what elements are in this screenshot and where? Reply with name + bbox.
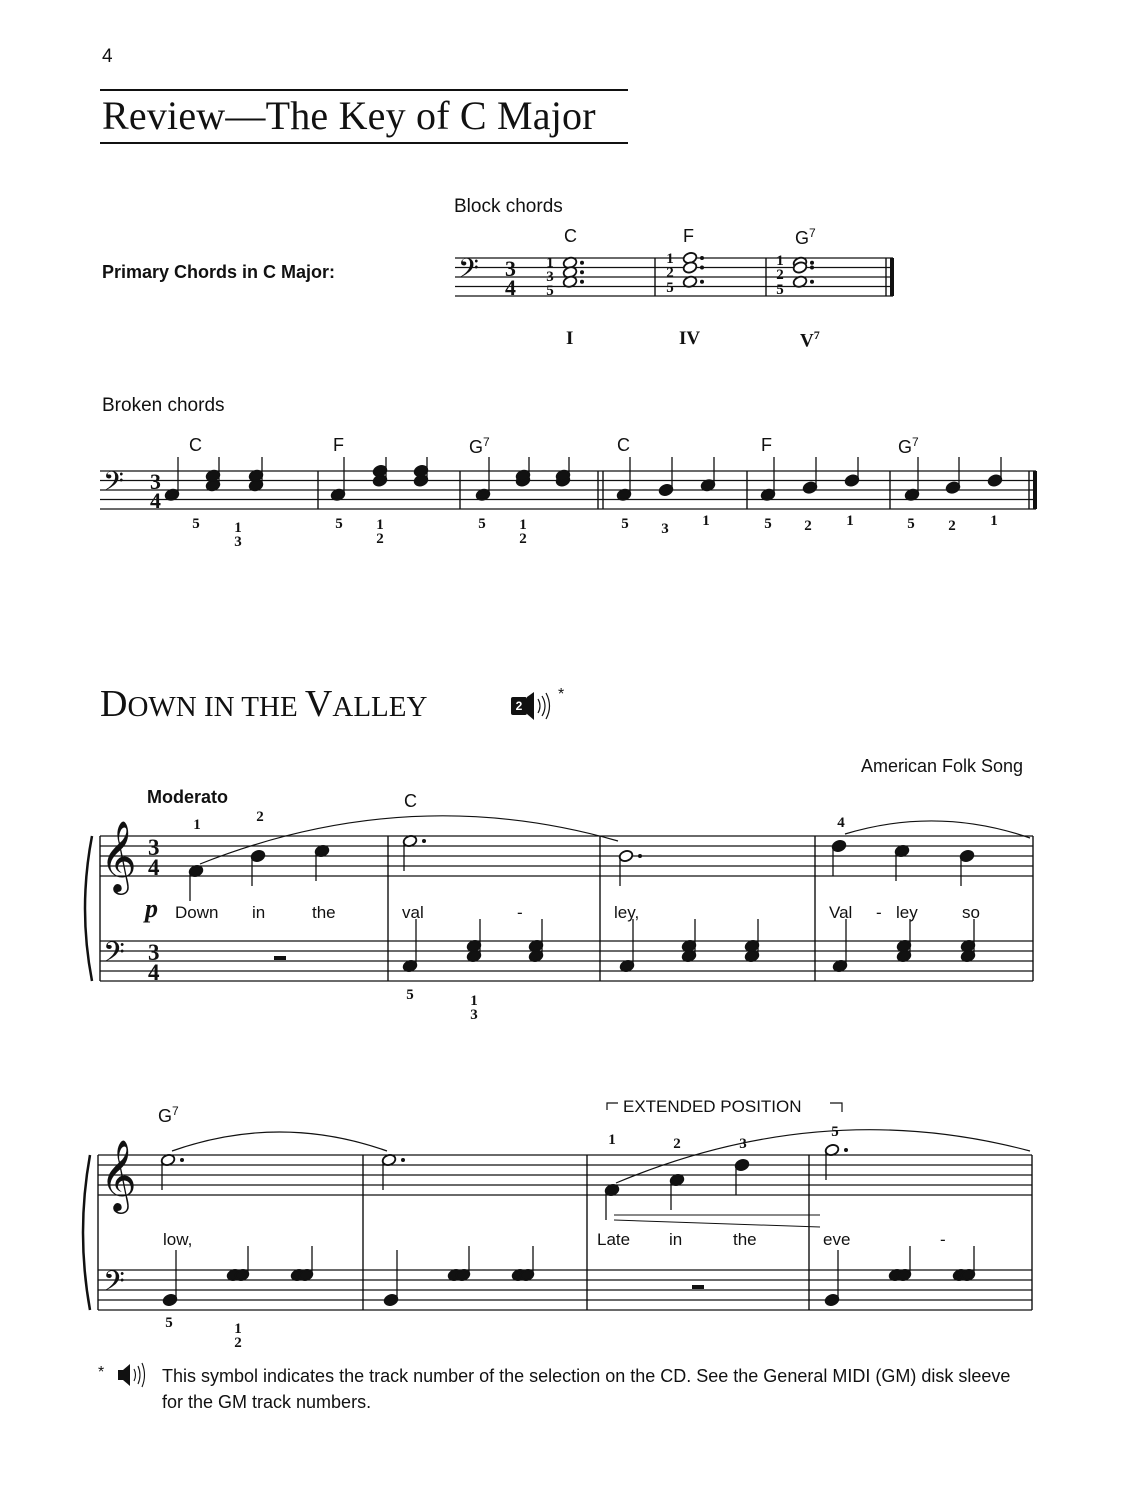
fingering: 2 (256, 809, 264, 825)
chord-symbol: $G^7$ (898, 435, 919, 457)
chord-symbol-g7: $G^7$ (795, 226, 816, 248)
note-head (682, 251, 697, 264)
footnote-marker: * (558, 686, 565, 703)
note-head (562, 266, 577, 279)
fingering: 5 (666, 280, 674, 296)
lyric: ley (896, 903, 918, 922)
roman-numeral-i: I (566, 328, 574, 349)
note-head (888, 1268, 903, 1281)
note-head (555, 469, 570, 482)
fingering: 1 (376, 517, 384, 533)
lyric: the (733, 1230, 757, 1249)
note-head (744, 949, 759, 962)
lyric: val (402, 903, 424, 922)
note-head (402, 834, 417, 847)
fingering: 5 (546, 283, 554, 299)
note-head (562, 275, 577, 288)
note-head (619, 959, 634, 972)
fingering: 5 (478, 516, 486, 532)
note-head (792, 275, 807, 288)
bass-clef: 𝄢 (103, 465, 124, 504)
fingering: 5 (192, 516, 200, 532)
note-head (205, 469, 220, 482)
tempo-marking: Moderato (147, 787, 228, 807)
fingering: 2 (673, 1136, 681, 1152)
note-head (960, 1268, 975, 1281)
fingering: 1 (702, 513, 710, 529)
roman-numeral-iv: IV (679, 328, 701, 349)
note-head (945, 481, 960, 494)
fingering: 5 (335, 516, 343, 532)
note-head (792, 256, 807, 269)
note-head (250, 849, 265, 862)
lyric: low, (163, 1230, 193, 1249)
primary-chords-label: Primary Chords in C Major: (102, 262, 336, 282)
note-head (515, 469, 530, 482)
note-head (402, 959, 417, 972)
dot (810, 280, 814, 284)
slur (172, 1132, 387, 1151)
lyric: the (312, 903, 336, 922)
note-head (960, 949, 975, 962)
chord-symbol: C (617, 435, 630, 455)
note-head (832, 959, 847, 972)
fingering: 3 (661, 521, 669, 537)
note-head (802, 481, 817, 494)
title-top-rule (100, 89, 628, 91)
rest (692, 1285, 704, 1289)
fingering: 2 (376, 531, 384, 547)
fingering: 1 (546, 255, 554, 271)
note-head (475, 488, 490, 501)
note-head (896, 949, 911, 962)
note-head (226, 1268, 241, 1281)
brace (85, 836, 92, 981)
note-head (413, 474, 428, 487)
lyric: - (940, 1230, 946, 1249)
note-head (681, 949, 696, 962)
fingering: 3 (234, 534, 242, 550)
dot (700, 266, 704, 270)
note-head (904, 488, 919, 501)
note-head (164, 488, 179, 501)
dot (580, 280, 584, 284)
bass-clef: 𝄢 (458, 252, 479, 291)
time-signature: 4 (150, 489, 161, 514)
fingering: 2 (519, 531, 527, 547)
treble-clef: 𝄞 (100, 819, 137, 892)
fingering: 3 (470, 1007, 478, 1023)
note-head (160, 1153, 175, 1166)
lyric: so (962, 903, 980, 922)
note-head (162, 1293, 177, 1306)
chord-symbol: C (404, 791, 417, 811)
note-head (188, 864, 203, 877)
fingering: 2 (666, 265, 674, 281)
rest (274, 956, 286, 960)
time-signature: 4 (148, 855, 160, 880)
roman-numeral-v7: $V^7$ (800, 328, 820, 352)
chord-symbol: $G^7$ (469, 435, 490, 457)
slur (845, 821, 1030, 838)
note-head (987, 474, 1002, 487)
note-head (248, 479, 263, 492)
fingering: 1 (846, 513, 854, 529)
dot (401, 1158, 405, 1162)
note-head (447, 1268, 462, 1281)
lyric: ley, (614, 903, 640, 922)
fingering: 1 (234, 1321, 242, 1337)
chord-symbol: C (189, 435, 202, 455)
cd-track-badge: 2 (511, 697, 527, 715)
note-head (330, 488, 345, 501)
title-bottom-rule (100, 142, 628, 144)
note-head (894, 844, 909, 857)
brace (83, 1155, 90, 1310)
fingering: 5 (907, 516, 915, 532)
time-signature: 3 (148, 835, 160, 860)
bass-clef: 𝄢 (103, 1265, 125, 1305)
note-head (618, 849, 633, 862)
note-head (734, 1158, 749, 1171)
footnote-star: * (98, 1364, 105, 1381)
note-head (314, 844, 329, 857)
note-head (658, 483, 673, 496)
fingering: 5 (764, 516, 772, 532)
fingering: 1 (193, 817, 201, 833)
note-head (960, 939, 975, 952)
footnote-text: This symbol indicates the track number of the selection on the CD. See the General MIDI (GM) disk sleeve for the GM track numbers. (162, 1366, 1011, 1412)
lyric: in (669, 1230, 683, 1249)
dot (580, 261, 584, 265)
fingering: 1 (234, 520, 242, 536)
note-head (896, 1268, 911, 1281)
broken-chords-label: Broken chords (102, 395, 225, 416)
fingering: 2 (948, 518, 956, 534)
fingering: 1 (519, 517, 527, 533)
note-head (372, 464, 387, 477)
dot (844, 1148, 848, 1152)
note-head (682, 275, 697, 288)
dot (700, 256, 704, 260)
time-signature: 4 (505, 276, 516, 301)
treble-clef: 𝄞 (100, 1138, 137, 1211)
fingering: 1 (470, 993, 478, 1009)
fingering: 2 (234, 1335, 242, 1351)
lyric: eve (823, 1230, 851, 1249)
fingering: 1 (666, 251, 674, 267)
note-head (205, 479, 220, 492)
chord-symbol-f: F (683, 226, 694, 246)
note-head (234, 1268, 249, 1281)
fingering: 5 (406, 987, 414, 1003)
note-head (515, 474, 530, 487)
note-head (413, 464, 428, 477)
time-signature: 3 (505, 257, 516, 282)
fingering: 5 (776, 282, 784, 298)
lyric: Val (829, 903, 853, 922)
page-number: 4 (102, 46, 113, 67)
bass-clef: 𝄢 (103, 936, 125, 976)
fingering: 1 (990, 513, 998, 529)
crescendo (614, 1220, 820, 1227)
note-head (700, 479, 715, 492)
note-head (372, 474, 387, 487)
time-signature: 3 (148, 940, 160, 965)
block-chords-label: Block chords (454, 196, 563, 217)
fingering: 4 (837, 815, 845, 831)
bracket (830, 1103, 842, 1112)
dot (180, 1158, 184, 1162)
lyric: Down (175, 903, 219, 922)
lyric: in (252, 903, 266, 922)
fingering: 3 (739, 1136, 747, 1152)
note-head (681, 939, 696, 952)
note-head (511, 1268, 526, 1281)
note-head (466, 949, 481, 962)
dot (638, 854, 642, 858)
note-head (298, 1268, 313, 1281)
note-head (616, 488, 631, 501)
note-head (528, 949, 543, 962)
note-head (959, 849, 974, 862)
lyric: Late (597, 1230, 631, 1249)
dot (700, 280, 704, 284)
note-head (792, 261, 807, 274)
dynamic-marking: p (145, 894, 158, 923)
note-head (383, 1293, 398, 1306)
note-head (669, 1173, 684, 1186)
note-head (760, 488, 775, 501)
fingering: 5 (165, 1315, 173, 1331)
note-head (381, 1153, 396, 1166)
extended-position-label: EXTENDED POSITION (623, 1097, 802, 1116)
chord-symbol: F (333, 435, 344, 455)
dot (422, 839, 426, 843)
composer: American Folk Song (861, 756, 1024, 776)
time-signature: 4 (148, 960, 160, 985)
note-head (528, 939, 543, 952)
dot (580, 270, 584, 274)
bracket (607, 1103, 618, 1110)
note-head (952, 1268, 967, 1281)
note-head (824, 1143, 839, 1156)
fingering: 3 (546, 269, 554, 285)
time-signature: 3 (150, 470, 161, 495)
note-head (466, 939, 481, 952)
song-title: DOWN IN THE VALLEY (100, 683, 428, 725)
note-head (824, 1293, 839, 1306)
note-head (844, 474, 859, 487)
speaker-icon (118, 1363, 145, 1387)
chord-symbol-c: C (564, 226, 577, 246)
lyric: - (876, 903, 882, 922)
note-head (896, 939, 911, 952)
dot (810, 261, 814, 265)
speaker-icon (527, 692, 550, 720)
fingering: 5 (831, 1124, 839, 1140)
note-head (455, 1268, 470, 1281)
chord-symbol: $G^7$ (158, 1104, 179, 1126)
note-head (562, 256, 577, 269)
chord-symbol: F (761, 435, 772, 455)
fingering: 1 (608, 1132, 616, 1148)
fingering: 5 (621, 516, 629, 532)
note-head (248, 469, 263, 482)
fingering: 2 (804, 518, 812, 534)
note-head (519, 1268, 534, 1281)
note-head (682, 261, 697, 274)
dot (810, 266, 814, 270)
lyric: - (517, 903, 523, 922)
note-head (831, 839, 846, 852)
note-head (604, 1183, 619, 1196)
note-head (555, 474, 570, 487)
fingering: 1 (776, 253, 784, 269)
fingering: 2 (776, 267, 784, 283)
page-title: Review—The Key of C Major (102, 93, 596, 138)
note-head (290, 1268, 305, 1281)
note-head (744, 939, 759, 952)
